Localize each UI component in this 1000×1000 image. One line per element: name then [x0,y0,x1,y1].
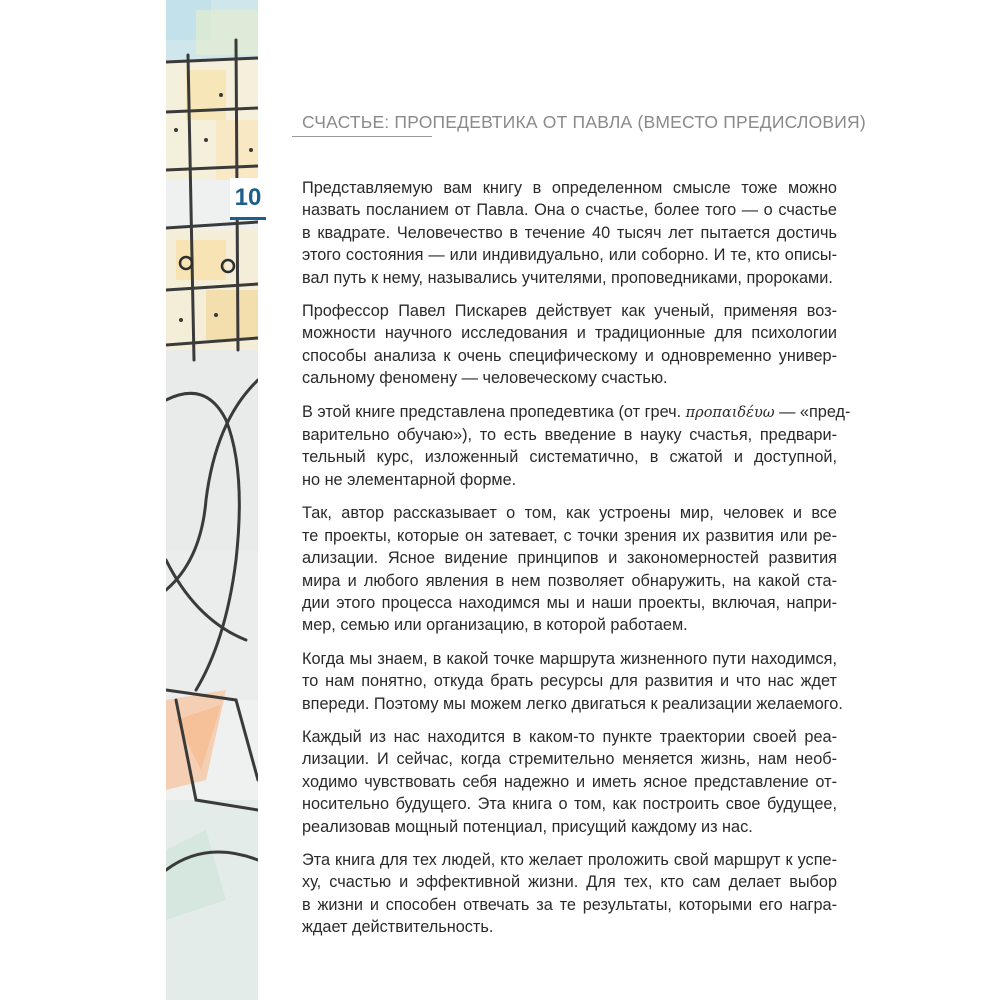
paragraph-5 [302,648,843,715]
text-line: то нам понятно, откуда брать ресурсы для развития и что нас ждет [302,672,837,691]
text-fragment: — «пред- [779,402,851,421]
paragraph-7 [302,849,837,939]
text-line: Когда мы знаем, в какой точке маршрута жизненного пути находимся, [302,649,837,668]
text-line [302,401,851,424]
greek-word: προπαιδέυω [685,404,775,421]
text-line: но не элементарной форме. [302,470,517,489]
text-line: вал путь к нему, назывались учителями, проповедниками, пророками. [302,268,833,287]
text-line: варительно обучаю»), то есть введение в науку счастья, предвари- [302,426,837,445]
paragraph-2 [302,300,837,390]
paragraph-4 [302,502,837,636]
text-line: носительно будущего. Эта книга о том, как построить свое будущее, [302,795,837,814]
text-line: Эта книга для тех людей, кто желает проложить свой маршрут к успе- [302,850,837,869]
text-line: мер, семью или организацию, в которой работаем. [302,616,688,635]
text-line: назвать посланием от Павла. Она о счастье, более того — о счастье [302,201,837,220]
text-line: дии этого процесса находимся мы и наши проекты, включая, напри- [302,593,837,612]
text-line: Профессор Павел Пискарев действует как ученый, применяя воз- [302,302,837,321]
text-line: лизации. И сейчас, когда стремительно меняется жизнь, нам необ- [302,750,837,769]
text-line: впереди. Поэтому мы можем легко двигаться к реализации желаемого. [302,694,843,713]
text-line: тельный курс, изложенный систематично, в сжатой и доступной, [302,448,837,467]
text-fragment: В этой книге представлена пропедевтика (от греч. [302,402,682,421]
text-line: в квадрате. Человечество в течение 40 тысяч лет пытается достичь [302,223,837,242]
paragraph-1 [302,177,837,289]
text-line: Каждый из нас находится в каком-то пункте траектории своей реа- [302,727,837,746]
paragraph-3 [302,401,851,492]
text-line: можности научного исследования и традиционные для психологии [302,324,837,343]
text-line: Так, автор рассказывает о том, как устроены мир, человек и все [302,504,837,523]
running-head-rule [292,136,432,137]
text-line: способы анализа к очень специфическому и одновременно универ- [302,346,837,365]
text-line: ху, счастью и эффективной жизни. Для тех, кто сам делает выбор [302,873,837,892]
text-line: ходимо чувствовать себя надежно и иметь ясное представление от- [302,772,837,791]
text-line: сальному феномену — человеческому счастью. [302,369,668,388]
text-line: те проекты, которые он затевает, с точки зрения их развития или ре- [302,526,837,545]
page-number: 10 [230,178,266,220]
body-text [302,177,851,950]
text-line: реализовав мощный потенциал, присущий каждому из нас. [302,817,753,836]
running-head: СЧАСТЬЕ: ПРОПЕДЕВТИКА ОТ ПАВЛА (ВМЕСТО ПРЕДИСЛОВИЯ) [302,112,866,132]
text-line: ждает действительность. [302,918,494,937]
decorative-art-strip [166,0,258,1000]
paragraph-6 [302,726,837,838]
text-line: ализации. Ясное видение принципов и закономерностей развития [302,549,837,568]
text-line: в жизни и способен отвечать за те результаты, которыми его награ- [302,895,837,914]
text-line: Представляемую вам книгу в определенном смысле тоже можно [302,179,837,197]
text-line: этого состояния — или индивидуально, или соборно. И те, кто описы- [302,246,837,265]
text-line: мира и любого явления в нем позволяет обнаружить, на какой ста- [302,571,837,590]
abstract-watercolor-strip [166,0,258,1000]
